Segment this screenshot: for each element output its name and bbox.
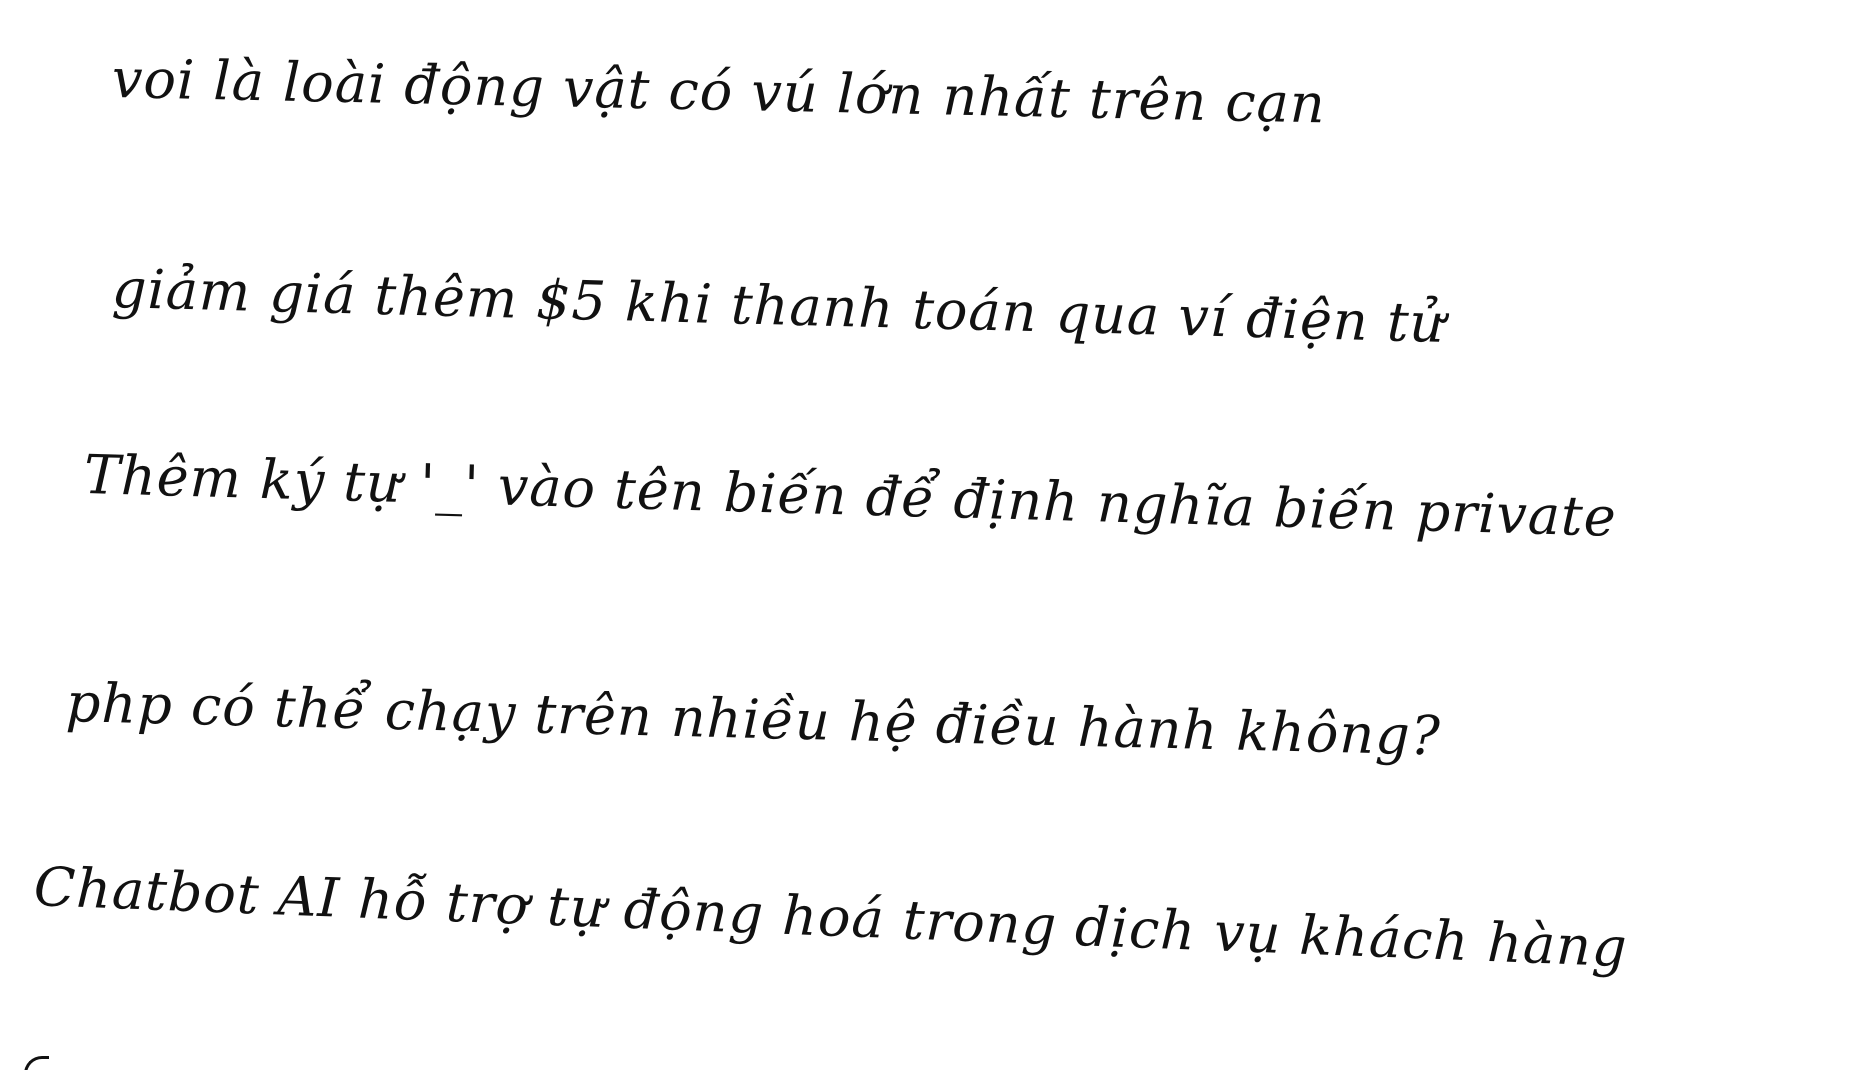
cut-off-pen-stroke: [24, 1056, 49, 1070]
handwritten-line-2: giảm giá thêm $5 khi thanh toán qua ví điện tử: [111, 257, 1447, 355]
handwritten-line-4: php có thể chạy trên nhiều hệ điều hành không?: [65, 671, 1442, 768]
handwritten-line-1: voi là loài động vật có vú lớn nhất trên cạn: [111, 47, 1327, 136]
handwritten-line-5: Chatbot AI hỗ trợ tự động hoá trong dịch vụ khách hàng: [32, 855, 1629, 980]
handwritten-line-3: Thêm ký tự '_' vào tên biến để định nghĩa biến private: [83, 443, 1618, 549]
